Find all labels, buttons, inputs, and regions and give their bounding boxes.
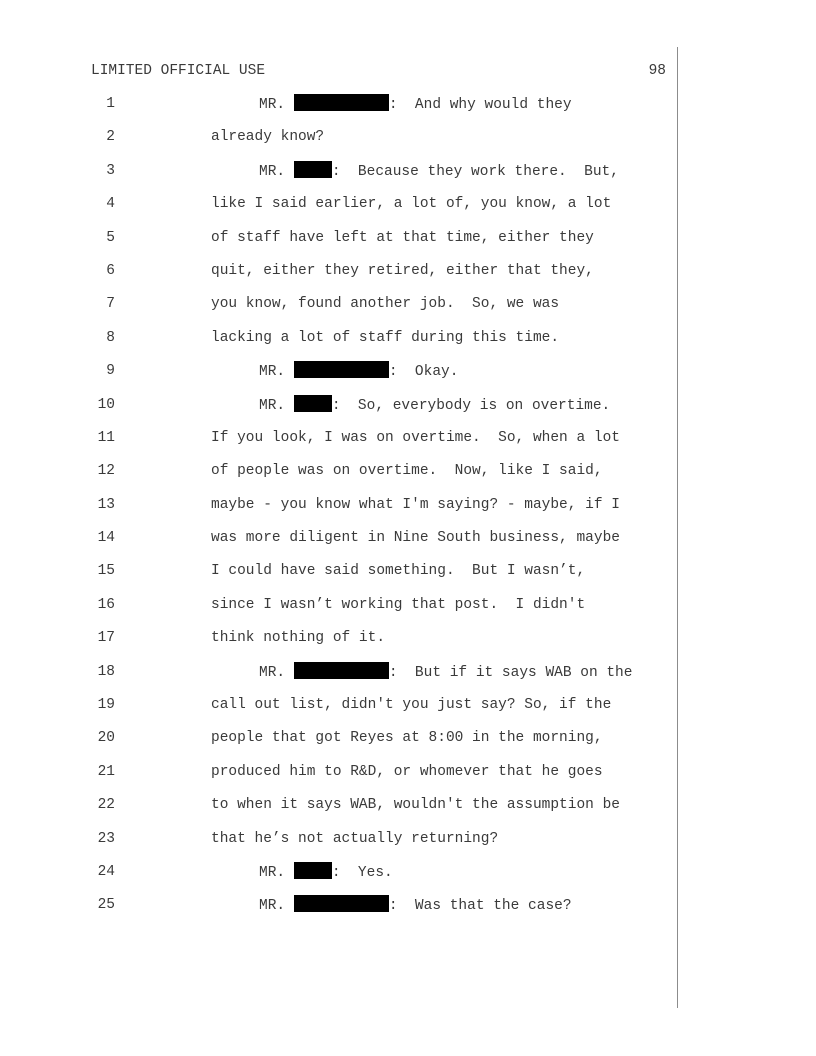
- speech-text: : Okay.: [388, 364, 459, 381]
- line-text: to when it says WAB, wouldn't the assumption be: [211, 797, 620, 814]
- transcript-lines: [0, 94, 677, 929]
- transcript-line: [0, 261, 677, 294]
- line-number: 8: [106, 329, 115, 346]
- line-text: people that got Reyes at 8:00 in the morning,: [211, 730, 603, 747]
- transcript-line: [0, 829, 677, 862]
- line-text: think nothing of it.: [211, 630, 386, 647]
- line-number: 9: [106, 363, 115, 380]
- transcript-line: [0, 395, 677, 428]
- speech-text: : So, everybody is on overtime.: [331, 397, 611, 414]
- transcript-line: [0, 695, 677, 728]
- speaker-title: MR.: [259, 163, 286, 180]
- line-text: like I said earlier, a lot of, you know, a lot: [211, 196, 612, 213]
- line-text: was more diligent in Nine South business, maybe: [211, 530, 620, 547]
- line-number: 25: [97, 897, 115, 914]
- line-text: since I wasn’t working that post. I didn't: [211, 596, 586, 613]
- speaker-line-text: [259, 395, 610, 416]
- line-text: of people was on overtime. Now, like I said,: [211, 463, 603, 480]
- transcript-line: [0, 127, 677, 160]
- speaker-line-text: [259, 161, 619, 182]
- redaction-box: [294, 94, 389, 111]
- redaction-box: [294, 862, 332, 879]
- transcript-line: [0, 628, 677, 661]
- transcript-line: [0, 795, 677, 828]
- line-number: 20: [97, 730, 115, 747]
- line-number: 14: [97, 530, 115, 547]
- line-number: 12: [97, 463, 115, 480]
- transcript-line: [0, 528, 677, 561]
- redaction-box: [294, 895, 389, 912]
- speaker-title: MR.: [259, 397, 286, 414]
- line-number: 11: [97, 429, 115, 446]
- transcript-line: [0, 595, 677, 628]
- line-number: 13: [97, 496, 115, 513]
- speech-text: : Because they work there. But,: [331, 163, 619, 180]
- line-text: already know?: [211, 129, 325, 146]
- transcript-line: [0, 194, 677, 227]
- transcript-line: [0, 228, 677, 261]
- speech-text: : And why would they: [388, 97, 572, 113]
- redaction-box: [294, 161, 332, 178]
- line-text: you know, found another job. So, we was: [211, 296, 560, 313]
- speech-text: : Was that the case?: [388, 898, 572, 915]
- transcript-line: [0, 862, 677, 895]
- speaker-title: MR.: [259, 364, 286, 381]
- speaker-line-text: [259, 361, 458, 382]
- line-number: 18: [97, 663, 115, 680]
- speaker-line-text: [259, 662, 632, 683]
- line-number: 16: [97, 596, 115, 613]
- speaker-title: MR.: [259, 898, 286, 915]
- line-number: 4: [106, 196, 115, 213]
- transcript-line: [0, 662, 677, 695]
- line-number: 1: [106, 96, 115, 112]
- line-text: of staff have left at that time, either they: [211, 229, 594, 246]
- line-text: I could have said something. But I wasn’t,: [211, 563, 586, 580]
- speaker-title: MR.: [259, 664, 286, 681]
- line-number: 2: [106, 129, 115, 146]
- line-text: quit, either they retired, either that they,: [211, 262, 594, 279]
- transcript-line: [0, 328, 677, 361]
- transcript-line: [0, 561, 677, 594]
- line-text: that he’s not actually returning?: [211, 830, 499, 847]
- line-number: 7: [106, 296, 115, 313]
- speaker-title: MR.: [259, 97, 286, 113]
- line-number: 19: [97, 697, 115, 714]
- transcript-line: [0, 94, 677, 127]
- redaction-box: [294, 395, 332, 412]
- line-number: 22: [97, 797, 115, 814]
- speaker-line-text: [259, 94, 572, 115]
- line-number: 24: [97, 863, 115, 880]
- transcript-line: [0, 361, 677, 394]
- line-number: 10: [97, 396, 115, 413]
- transcript-line: [0, 294, 677, 327]
- speaker-line-text: [259, 862, 393, 883]
- line-text: If you look, I was on overtime. So, when a lot: [211, 429, 620, 446]
- line-text: call out list, didn't you just say? So, if the: [211, 697, 612, 714]
- line-text: maybe - you know what I'm saying? - maybe, if I: [211, 496, 620, 513]
- transcript-line: [0, 728, 677, 761]
- line-text: lacking a lot of staff during this time.: [211, 329, 560, 346]
- speech-text: : Yes.: [331, 864, 393, 881]
- transcript-line: [0, 895, 677, 928]
- transcript-line: [0, 762, 677, 795]
- classification-header: LIMITED OFFICIAL USE: [91, 63, 266, 79]
- speech-text: : But if it says WAB on the: [388, 664, 633, 681]
- line-text: produced him to R&D, or whomever that he goes: [211, 763, 603, 780]
- line-number: 3: [106, 162, 115, 179]
- speaker-title: MR.: [259, 864, 286, 881]
- line-number: 5: [106, 229, 115, 246]
- transcript-line: [0, 161, 677, 194]
- line-number: 23: [97, 830, 115, 847]
- transcript-line: [0, 461, 677, 494]
- transcript-line: [0, 428, 677, 461]
- redaction-box: [294, 662, 389, 679]
- transcript-line: [0, 495, 677, 528]
- line-number: 17: [97, 630, 115, 647]
- speaker-line-text: [259, 895, 572, 916]
- redaction-box: [294, 361, 389, 378]
- page-number: 98: [648, 63, 666, 79]
- line-number: 15: [97, 563, 115, 580]
- line-number: 21: [97, 763, 115, 780]
- line-number: 6: [106, 262, 115, 279]
- right-margin-rule: [677, 47, 678, 1008]
